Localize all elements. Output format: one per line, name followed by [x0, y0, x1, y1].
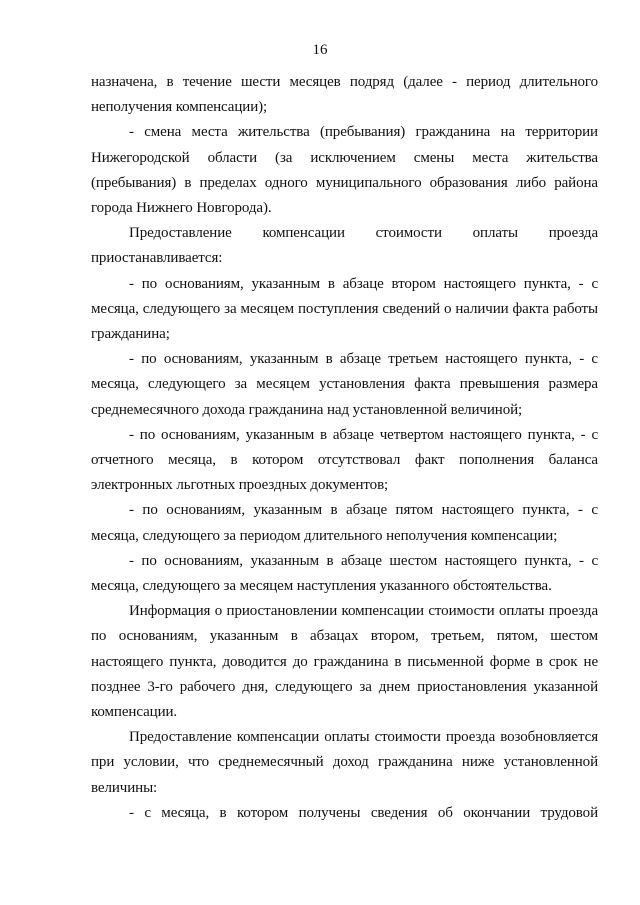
paragraph: - смена места жительства (пребывания) гражданина на территории Нижегородской области (за исключением смены места жительства (пребывания) в пределах одного муниципального образования либо района города Нижнего Новгорода).	[91, 124, 598, 217]
document-body	[91, 70, 598, 826]
paragraph: Предоставление компенсации стоимости оплаты проезда приостанавливается:	[91, 225, 598, 267]
paragraph: - по основаниям, указанным в абзаце пятом настоящего пункта, - с месяца, следующего за периодом длительного неполучения компенсации;	[91, 502, 598, 544]
paragraph: Предоставление компенсации оплаты стоимости проезда возобновляется при условии, что среднемесячный доход гражданина ниже установленной величины:	[91, 729, 598, 796]
paragraph: Информация о приостановлении компенсации стоимости оплаты проезда по основаниям, указанным в абзацах втором, третьем, пятом, шестом настоящего пункта, доводится до гражданина в письменной форме в срок не позднее 3-го рабочего дня, следующего за днем приостановления указанной компенсации.	[91, 603, 598, 721]
paragraph: назначена, в течение шести месяцев подряд (далее - период длительного неполучения компенсации);	[91, 74, 598, 116]
paragraph: - по основаниям, указанным в абзаце втором настоящего пункта, - с месяца, следующего за месяцем поступления сведений о наличии факта работы гражданина;	[91, 275, 598, 343]
paragraph: - по основаниям, указанным в абзаце шестом настоящего пункта, - с месяца, следующего за месяцем наступления указанного обстоятельства.	[91, 552, 598, 595]
paragraph: - с месяца, в котором получены сведения об окончании трудовой	[129, 804, 598, 821]
page-number: 16	[312, 42, 328, 58]
paragraph: - по основаниям, указанным в абзаце четвертом настоящего пункта, - с отчетного месяца, в котором отсутствовал факт пополнения баланса электронных льготных проездных документов;	[91, 426, 598, 494]
paragraph: - по основаниям, указанным в абзаце третьем настоящего пункта, - с месяца, следующего за месяцем установления факта превышения размера среднемесячного дохода гражданина над установленной величиной;	[91, 351, 598, 418]
